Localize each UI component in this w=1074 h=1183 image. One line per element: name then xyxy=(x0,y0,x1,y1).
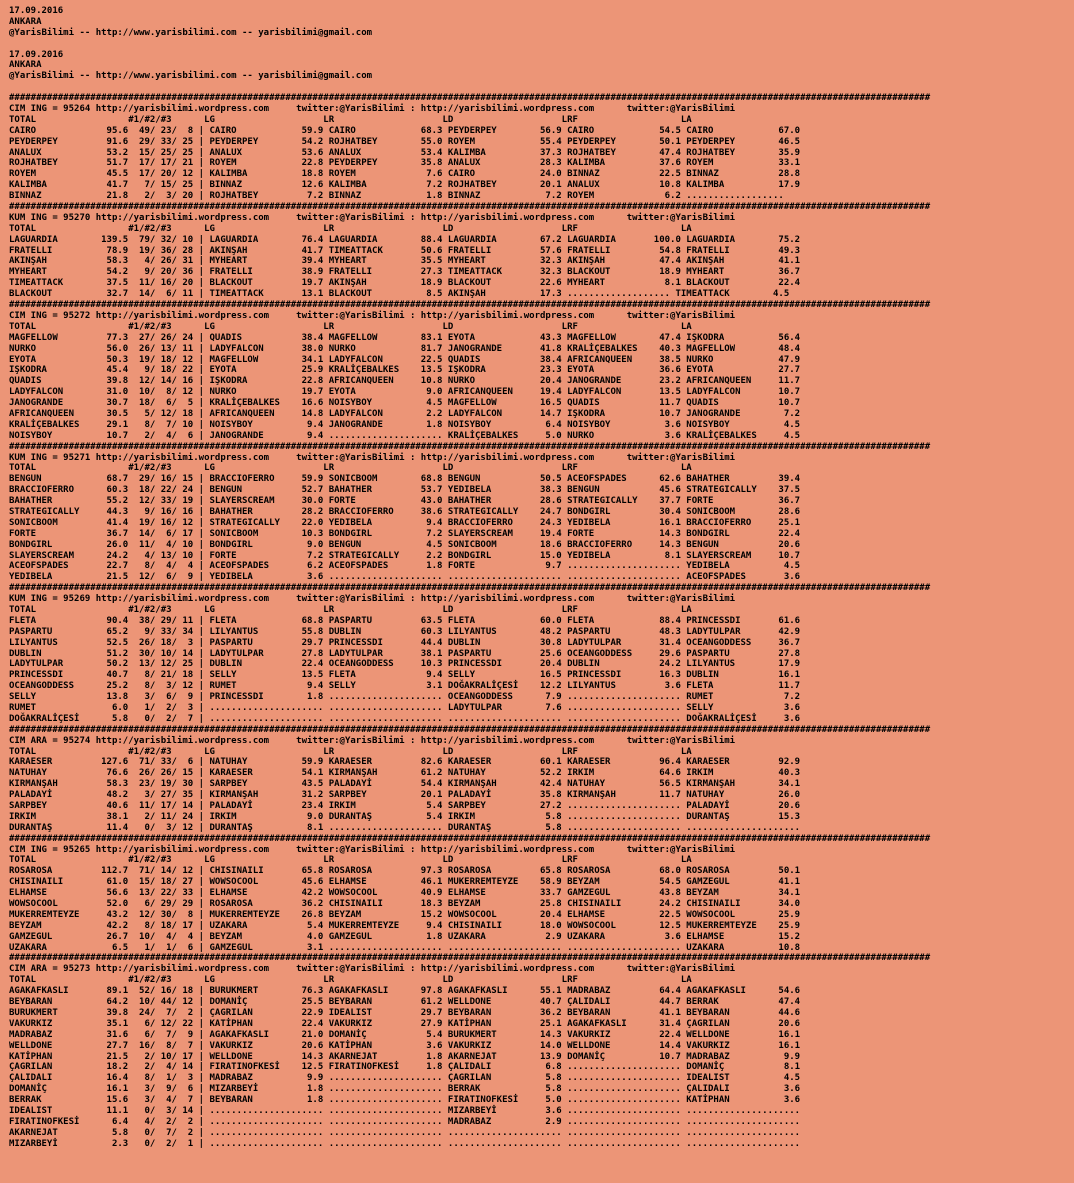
horse-row: DOĞAKRALİÇESİ 5.8 0/ 2/ 7 | ..................... ..................... ..................... ..................... DOĞAKRALİÇESİ 3.6 xyxy=(9,713,801,724)
city-line: ANKARA xyxy=(9,16,42,27)
horse-row: BENGUN 68.7 29/ 16/ 15 | BRACCIOFERRO 59.9 SONICBOOM 68.8 BENGUN 50.5 ACEOFSPADES 62.6 BAHATHER 39.4 xyxy=(9,474,801,485)
horse-row: CHISINAILI 61.0 15/ 18/ 27 | WOWSOCOOL 45.6 ELHAMSE 46.1 MUKERREMTEYZE 58.9 BEYZAM 54.5 GAMZEGUL 41.1 xyxy=(9,877,801,888)
horse-row: IRKIM 38.1 2/ 11/ 24 | IRKIM 9.0 DURANTAŞ 5.4 IRKIM 5.8 ..................... DURANTAŞ 15.3 xyxy=(9,811,801,822)
horse-row: YEDIBELA 21.5 12/ 6/ 9 | YEDIBELA 3.6 ..................... ..................... ..................... ACEOFSPADES 3.6 xyxy=(9,572,801,583)
horse-row: DUBLIN 51.2 30/ 10/ 14 | LADYTULPAR 27.8 LADYTULPAR 38.1 PASPARTU 25.6 OCEANGODDESS 29.6 PASPARTU 27.8 xyxy=(9,648,801,659)
horse-row: PRINCESSDI 40.7 8/ 21/ 18 | SELLY 13.5 FLETA 9.4 SELLY 16.5 PRINCESSDI 16.3 DUBLIN 16.1 xyxy=(9,670,801,681)
horse-row: KALIMBA 41.7 7/ 15/ 25 | BINNAZ 12.6 KALIMBA 7.2 ROJHATBEY 20.1 ANALUX 10.8 KALIMBA 17.9 xyxy=(9,180,801,191)
horse-row: PEYDERPEY 91.6 29/ 33/ 25 | PEYDERPEY 54.2 ROJHATBEY 55.0 ROYEM 55.4 PEYDERPEY 50.1 PEYDERPEY 46.5 xyxy=(9,136,801,147)
horse-row: CAIRO 95.6 49/ 23/ 8 | CAIRO 59.9 CAIRO 68.3 PEYDERPEY 56.9 CAIRO 54.5 CAIRO 67.0 xyxy=(9,125,801,136)
horse-row: LADYTULPAR 50.2 13/ 12/ 25 | DUBLIN 22.4 OCEANGODDESS 10.3 PRINCESSDI 20.4 DUBLIN 24.2 LILYANTUS 17.9 xyxy=(9,659,801,670)
horse-row: NURKO 56.0 26/ 13/ 11 | LADYFALCON 38.0 NURKO 81.7 JANOGRANDE 41.8 KRALİÇEBALKES 40.3 MAGFELLOW 48.4 xyxy=(9,343,801,354)
horse-row: ANALUX 53.2 15/ 25/ 25 | ANALUX 53.6 ANALUX 53.4 KALIMBA 37.3 ROJHATBEY 47.4 ROJHATBEY 35.9 xyxy=(9,147,801,158)
horse-row: IDEALIST 11.1 0/ 3/ 14 | ..................... ..................... MIZARBEYİ 3.6 ..................... ..................... xyxy=(9,1105,801,1116)
race-header-line: CIM ING = 95264 http://yarisbilimi.wordpress.com twitter:@YarisBilimi : http://yarisbilimi.wordpress.com twitter:@YarisBilimi xyxy=(9,104,736,115)
separator-line: ########################################################################################################################################################################## xyxy=(9,953,931,964)
horse-row: MADRABAZ 31.6 6/ 7/ 9 | AGAKAFKASLI 21.0 DOMANİÇ 5.4 BURUKMERT 14.3 VAKURKIZ 22.4 WELLDONE 16.1 xyxy=(9,1029,801,1040)
race-header-line: KUM ING = 95271 http://yarisbilimi.wordpress.com twitter:@YarisBilimi : http://yarisbilimi.wordpress.com twitter:@YarisBilimi xyxy=(9,452,736,463)
blank-line xyxy=(9,39,1074,50)
column-header-line: TOTAL #1/#2/#3 LG LR LD LRF LA xyxy=(9,114,692,125)
horse-row: SONICBOOM 41.4 19/ 16/ 12 | STRATEGICALLY 22.0 YEDIBELA 9.4 BRACCIOFERRO 24.3 YEDIBELA 16.1 BRACCIOFERRO 25.1 xyxy=(9,517,801,528)
column-header-line: TOTAL #1/#2/#3 LG LR LD LRF LA xyxy=(9,604,692,615)
horse-row: MYHEART 54.2 9/ 20/ 36 | FRATELLI 38.9 FRATELLI 27.3 TIMEATTACK 32.3 BLACKOUT 18.9 MYHEART 36.7 xyxy=(9,267,801,278)
separator-line: ########################################################################################################################################################################## xyxy=(9,202,931,213)
separator-line: ########################################################################################################################################################################## xyxy=(9,583,931,594)
horse-row: SARPBEY 40.6 11/ 17/ 14 | PALADAYİ 23.4 IRKIM 5.4 SARPBEY 27.2 ..................... PALADAYİ 20.6 xyxy=(9,801,801,812)
horse-row: BINNAZ 21.8 2/ 3/ 20 | ROJHATBEY 7.2 BINNAZ 1.8 BINNAZ 7.2 ROYEM 6.2 .................. xyxy=(9,191,784,202)
city-line: ANKARA xyxy=(9,60,42,71)
horse-row: ACEOFSPADES 22.7 8/ 4/ 4 | ACEOFSPADES 6.2 ACEOFSPADES 1.8 FORTE 9.7 ..................... YEDIBELA 4.5 xyxy=(9,561,801,572)
column-header-line: TOTAL #1/#2/#3 LG LR LD LRF LA xyxy=(9,463,692,474)
separator-line: ########################################################################################################################################################################## xyxy=(9,441,931,452)
blank-line xyxy=(9,82,1074,93)
horse-row: STRATEGICALLY 44.3 9/ 16/ 16 | BAHATHER 28.2 BRACCIOFERRO 38.6 STRATEGICALLY 24.7 BONDGIRL 30.4 SONICBOOM 28.6 xyxy=(9,506,801,517)
column-header-line: TOTAL #1/#2/#3 LG LR LD LRF LA xyxy=(9,975,692,986)
column-header-line: TOTAL #1/#2/#3 LG LR LD LRF LA xyxy=(9,223,692,234)
separator-line: ########################################################################################################################################################################## xyxy=(9,724,931,735)
horse-row: PASPARTU 65.2 9/ 33/ 34 | LILYANTUS 55.8 DUBLIN 60.3 LILYANTUS 48.2 PASPARTU 48.3 LADYTULPAR 42.9 xyxy=(9,626,801,637)
horse-row: FORTE 36.7 14/ 6/ 17 | SONICBOOM 10.3 BONDGIRL 7.2 SLAYERSCREAM 19.4 FORTE 14.3 BONDGIRL 22.4 xyxy=(9,528,801,539)
horse-row: AFRICANQUEEN 30.5 5/ 12/ 18 | AFRICANQUEEN 14.8 LADYFALCON 2.2 LADYFALCON 14.7 IŞKODRA 10.7 JANOGRANDE 7.2 xyxy=(9,408,801,419)
separator-line: ########################################################################################################################################################################## xyxy=(9,833,931,844)
horse-row: DOMANİÇ 16.1 3/ 9/ 6 | MIZARBEYİ 1.8 ..................... BERRAK 5.8 ..................... ÇALIDALI 3.6 xyxy=(9,1084,801,1095)
horse-row: VAKURKIZ 35.1 6/ 12/ 22 | KATİPHAN 22.4 VAKURKIZ 27.9 KATİPHAN 25.1 AGAKAFKASLI 31.4 ÇAGRILAN 20.6 xyxy=(9,1018,801,1029)
horse-row: BAHATHER 55.2 12/ 33/ 19 | SLAYERSCREAM 30.0 FORTE 43.0 BAHATHER 28.6 STRATEGICALLY 37.7 FORTE 36.7 xyxy=(9,496,801,507)
horse-row: GAMZEGUL 26.7 10/ 4/ 4 | BEYZAM 4.0 GAMZEGUL 1.8 UZAKARA 2.9 UZAKARA 3.6 ELHAMSE 15.2 xyxy=(9,931,801,942)
race-header-line: KUM ING = 95269 http://yarisbilimi.wordpress.com twitter:@YarisBilimi : http://yarisbilimi.wordpress.com twitter:@YarisBilimi xyxy=(9,594,736,605)
horse-row: JANOGRANDE 30.7 18/ 6/ 5 | KRALİÇEBALKES 16.6 NOISYBOY 4.5 MAGFELLOW 16.5 QUADIS 11.7 QUADIS 10.7 xyxy=(9,398,801,409)
horse-row: PALADAYİ 48.2 3/ 27/ 35 | KIRMANŞAH 31.2 SARPBEY 20.1 PALADAYİ 35.8 KIRMANŞAH 11.7 NATUHAY 26.0 xyxy=(9,790,801,801)
contact-line: @YarisBilimi -- http://www.yarisbilimi.com -- yarisbilimi@gmail.com xyxy=(9,27,373,38)
horse-row: FRATELLI 78.9 19/ 36/ 28 | AKINŞAH 41.7 TIMEATTACK 50.6 FRATELLI 57.6 FRATELLI 54.8 FRATELLI 49.3 xyxy=(9,245,801,256)
horse-row: BURUKMERT 39.8 24/ 7/ 2 | ÇAGRILAN 22.9 IDEALIST 29.7 BEYBARAN 36.2 BEYBARAN 41.1 BEYBARAN 44.6 xyxy=(9,1007,801,1018)
horse-row: AKINŞAH 58.3 4/ 26/ 31 | MYHEART 39.4 MYHEART 35.5 MYHEART 32.3 AKINŞAH 47.4 AKINŞAH 41.1 xyxy=(9,256,801,267)
race-header-line: CIM ARA = 95273 http://yarisbilimi.wordpress.com twitter:@YarisBilimi : http://yarisbilimi.wordpress.com twitter:@YarisBilimi xyxy=(9,964,736,975)
horse-row: BONDGIRL 26.0 11/ 4/ 10 | BONDGIRL 9.0 BENGUN 4.5 SONICBOOM 18.6 BRACCIOFERRO 14.3 BENGUN 20.6 xyxy=(9,539,801,550)
horse-row: KRALİÇEBALKES 29.1 8/ 7/ 10 | NOISYBOY 9.4 JANOGRANDE 1.8 NOISYBOY 6.4 NOISYBOY 3.6 NOISYBOY 4.5 xyxy=(9,419,801,430)
horse-row: AGAKAFKASLI 89.1 52/ 16/ 18 | BURUKMERT 76.3 AGAKAFKASLI 97.8 AGAKAFKASLI 55.1 MADRABAZ 64.4 AGAKAFKASLI 54.6 xyxy=(9,986,801,997)
horse-row: MUKERREMTEYZE 43.2 12/ 30/ 8 | MUKERREMTEYZE 26.8 BEYZAM 15.2 WOWSOCOOL 20.4 ELHAMSE 22.5 WOWSOCOOL 25.9 xyxy=(9,909,801,920)
horse-row: KATİPHAN 21.5 2/ 10/ 17 | WELLDONE 14.3 AKARNEJAT 1.8 AKARNEJAT 13.9 DOMANİÇ 10.7 MADRABAZ 9.9 xyxy=(9,1051,801,1062)
horse-row: UZAKARA 6.5 1/ 1/ 6 | GAMZEGUL 3.1 ..................... ..................... ..................... UZAKARA 10.8 xyxy=(9,942,801,953)
horse-row: MIZARBEYİ 2.3 0/ 2/ 1 | ..................... ..................... ..................... ..................... ..................... xyxy=(9,1138,801,1149)
horse-row: LADYFALCON 31.0 10/ 8/ 12 | NURKO 19.7 EYOTA 9.0 AFRICANQUEEN 19.4 LADYFALCON 13.5 LADYFALCON 10.7 xyxy=(9,387,801,398)
horse-row: ÇALIDALI 16.4 8/ 1/ 3 | MADRABAZ 9.9 ..................... ÇAGRILAN 5.8 ..................... IDEALIST 4.5 xyxy=(9,1073,801,1084)
horse-row: QUADIS 39.8 12/ 14/ 16 | IŞKODRA 22.8 AFRICANQUEEN 10.8 NURKO 20.4 JANOGRANDE 23.2 AFRICANQUEEN 11.7 xyxy=(9,376,801,387)
horse-row: EYOTA 50.3 19/ 18/ 12 | MAGFELLOW 34.1 LADYFALCON 22.5 QUADIS 38.4 AFRICANQUEEN 38.5 NURKO 47.9 xyxy=(9,354,801,365)
column-header-line: TOTAL #1/#2/#3 LG LR LD LRF LA xyxy=(9,746,692,757)
separator-line: ########################################################################################################################################################################## xyxy=(9,300,931,311)
horse-row: LAGUARDIA 139.5 79/ 32/ 10 | LAGUARDIA 76.4 LAGUARDIA 88.4 LAGUARDIA 67.2 LAGUARDIA 100.0 LAGUARDIA 75.2 xyxy=(9,234,801,245)
race-header-line: CIM ING = 95272 http://yarisbilimi.wordpress.com twitter:@YarisBilimi : http://yarisbilimi.wordpress.com twitter:@YarisBilimi xyxy=(9,310,736,321)
date-line: 17.09.2016 xyxy=(9,49,64,60)
horse-row: OCEANGODDESS 25.2 8/ 3/ 12 | RUMET 9.4 SELLY 3.1 DOĞAKRALİÇESİ 12.2 LILYANTUS 3.6 FLETA 11.7 xyxy=(9,681,801,692)
horse-row: AKARNEJAT 5.8 0/ 7/ 2 | ..................... ..................... ..................... ..................... ..................... xyxy=(9,1127,801,1138)
horse-row: BRACCIOFERRO 60.3 18/ 22/ 24 | BENGUN 52.7 BAHATHER 53.7 YEDIBELA 38.3 BENGUN 45.6 STRATEGICALLY 37.5 xyxy=(9,485,801,496)
horse-row: NOISYBOY 10.7 2/ 4/ 6 | JANOGRANDE 9.4 ..................... KRALİÇEBALKES 5.0 NURKO 3.6 KRALİÇEBALKES 4.5 xyxy=(9,430,801,441)
horse-row: RUMET 6.0 1/ 2/ 3 | ..................... ..................... LADYTULPAR 7.6 ..................... SELLY 3.6 xyxy=(9,703,801,713)
race-header-line: KUM ING = 95270 http://yarisbilimi.wordpress.com twitter:@YarisBilimi : http://yarisbilimi.wordpress.com twitter:@YarisBilimi xyxy=(9,212,736,223)
horse-row: ROYEM 45.5 17/ 20/ 12 | KALIMBA 18.8 ROYEM 7.6 CAIRO 24.0 BINNAZ 22.5 BINNAZ 28.8 xyxy=(9,169,801,180)
horse-row: SLAYERSCREAM 24.2 4/ 13/ 10 | FORTE 7.2 STRATEGICALLY 2.2 BONDGIRL 15.0 YEDIBELA 8.1 SLAYERSCREAM 10.7 xyxy=(9,550,801,561)
horse-row: NATUHAY 76.6 26/ 26/ 15 | KARAESER 54.1 KIRMANŞAH 61.2 NATUHAY 52.2 IRKIM 64.6 IRKIM 40.3 xyxy=(9,768,801,779)
horse-row: LILYANTUS 52.5 26/ 18/ 3 | PASPARTU 29.7 PRINCESSDI 44.4 DUBLIN 30.8 LADYTULPAR 31.4 OCEANGODDESS 36.7 xyxy=(9,637,801,648)
horse-row: BEYBARAN 64.2 10/ 44/ 12 | DOMANİÇ 25.5 BEYBARAN 61.2 WELLDONE 40.7 ÇALIDALI 44.7 BERRAK 47.4 xyxy=(9,997,801,1008)
horse-row: ROSAROSA 112.7 71/ 14/ 12 | CHISINAILI 65.8 ROSAROSA 97.3 ROSAROSA 65.8 ROSAROSA 68.0 ROSAROSA 50.1 xyxy=(9,866,801,877)
horse-row: ELHAMSE 56.6 13/ 22/ 33 | ELHAMSE 42.2 WOWSOCOOL 40.9 ELHAMSE 33.7 GAMZEGUL 43.8 BEYZAM 34.1 xyxy=(9,888,801,899)
horse-row: FLETA 90.4 38/ 29/ 11 | FLETA 68.8 PASPARTU 63.5 FLETA 60.0 FLETA 88.4 PRINCESSDI 61.6 xyxy=(9,615,801,626)
race-header-line: CIM ARA = 95274 http://yarisbilimi.wordpress.com twitter:@YarisBilimi : http://yarisbilimi.wordpress.com twitter:@YarisBilimi xyxy=(9,735,736,746)
horse-row: BLACKOUT 32.7 14/ 6/ 11 | TIMEATTACK 13.1 BLACKOUT 8.5 AKINŞAH 17.3 ................... TIMEATTACK 4.5 xyxy=(9,289,790,300)
date-line: 17.09.2016 xyxy=(9,6,64,16)
contact-line: @YarisBilimi -- http://www.yarisbilimi.com -- yarisbilimi@gmail.com xyxy=(9,71,373,82)
horse-row: WELLDONE 27.7 16/ 8/ 7 | VAKURKIZ 20.6 KATİPHAN 3.6 VAKURKIZ 14.0 WELLDONE 14.4 VAKURKIZ 16.1 xyxy=(9,1040,801,1051)
horse-row: ÇAGRILAN 18.2 2/ 4/ 14 | FIRATINOFKESİ 12.5 FIRATINOFKESİ 1.8 ÇALIDALI 6.8 ..................... DOMANİÇ 8.1 xyxy=(9,1062,801,1073)
race-header-line: CIM ING = 95265 http://yarisbilimi.wordpress.com twitter:@YarisBilimi : http://yarisbilimi.wordpress.com twitter:@YarisBilimi xyxy=(9,844,736,855)
horse-row: KIRMANŞAH 58.3 23/ 19/ 30 | SARPBEY 43.5 PALADAYİ 54.4 KIRMANŞAH 42.4 NATUHAY 56.5 KIRMANŞAH 34.1 xyxy=(9,779,801,790)
horse-row: SELLY 13.8 3/ 6/ 9 | PRINCESSDI 1.8 ..................... OCEANGODDESS 7.9 ..................... RUMET 7.2 xyxy=(9,692,801,703)
horse-row: TIMEATTACK 37.5 11/ 16/ 20 | BLACKOUT 19.7 AKINŞAH 18.9 BLACKOUT 22.6 MYHEART 8.1 BLACKOUT 22.4 xyxy=(9,278,801,289)
column-header-line: TOTAL #1/#2/#3 LG LR LD LRF LA xyxy=(9,321,692,332)
horse-row: ROJHATBEY 51.7 17/ 17/ 21 | ROYEM 22.8 PEYDERPEY 35.8 ANALUX 28.3 KALIMBA 37.6 ROYEM 33.1 xyxy=(9,158,801,169)
horse-row: IŞKODRA 45.4 9/ 18/ 22 | EYOTA 25.9 KRALİÇEBALKES 13.5 IŞKODRA 23.3 EYOTA 36.6 EYOTA 27.7 xyxy=(9,365,801,376)
horse-row: WOWSOCOOL 52.0 6/ 29/ 29 | ROSAROSA 36.2 CHISINAILI 18.3 BEYZAM 25.8 CHISINAILI 24.2 CHISINAILI 34.0 xyxy=(9,899,801,910)
horse-row: MAGFELLOW 77.3 27/ 26/ 24 | QUADIS 38.4 MAGFELLOW 83.1 EYOTA 43.3 MAGFELLOW 47.4 IŞKODRA 56.4 xyxy=(9,332,801,343)
separator-line: ########################################################################################################################################################################## xyxy=(9,93,931,104)
column-header-line: TOTAL #1/#2/#3 LG LR LD LRF LA xyxy=(9,855,692,866)
horse-row: DURANTAŞ 11.4 0/ 3/ 12 | DURANTAŞ 8.1 ..................... DURANTAŞ 5.8 ..................... ..................... xyxy=(9,822,801,833)
horse-row: BERRAK 15.6 3/ 4/ 7 | BEYBARAN 1.8 ..................... FIRATINOFKESİ 5.0 ..................... KATİPHAN 3.6 xyxy=(9,1095,801,1106)
horse-row: FIRATINOFKESİ 6.4 4/ 2/ 2 | ..................... ..................... MADRABAZ 2.9 ..................... ..................... xyxy=(9,1116,801,1127)
horse-row: BEYZAM 42.2 8/ 18/ 17 | UZAKARA 5.4 MUKERREMTEYZE 9.4 CHISINAILI 18.0 WOWSOCOOL 12.5 MUKERREMTEYZE 25.9 xyxy=(9,920,801,931)
horse-row: KARAESER 127.6 71/ 33/ 6 | NATUHAY 59.9 KARAESER 82.6 KARAESER 60.1 KARAESER 96.4 KARAESER 92.9 xyxy=(9,757,801,768)
